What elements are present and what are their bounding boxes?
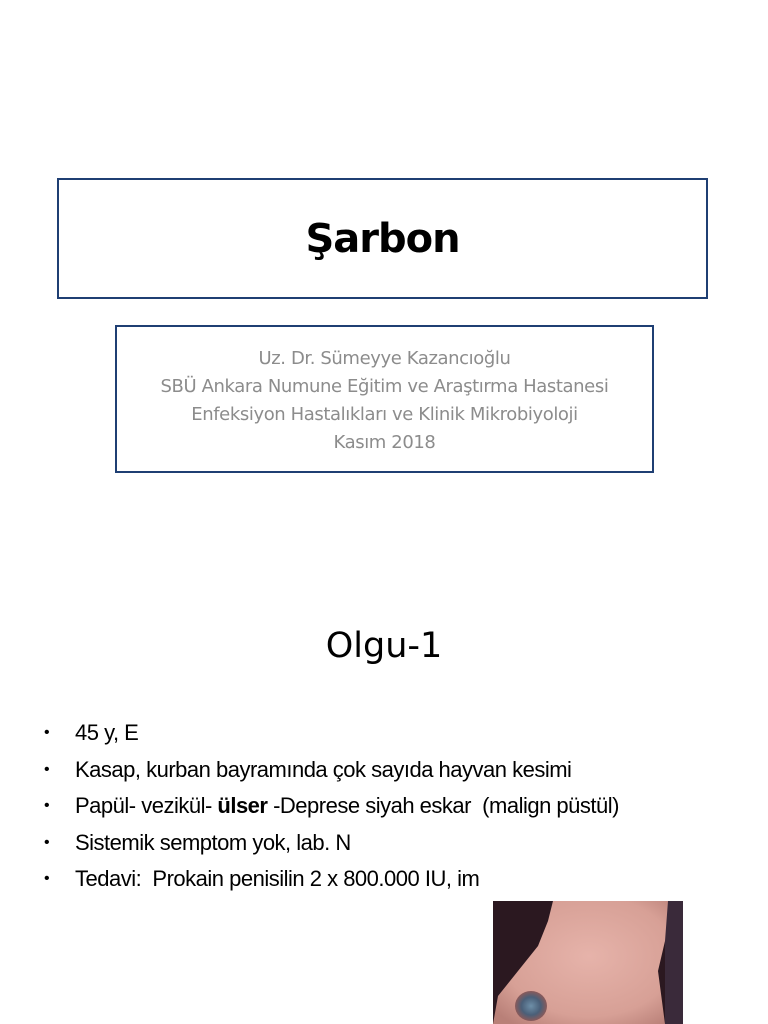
list-item — [44, 788, 619, 825]
bullet-text: Sistemik semptom yok, lab. N — [75, 829, 351, 855]
list-item — [44, 752, 619, 789]
list-item — [44, 715, 619, 752]
bullet-text — [75, 793, 619, 819]
bullet-text: Tedavi: Prokain penisilin 2 x 800.000 IU, im — [75, 866, 480, 892]
department: Enfeksiyon Hastalıkları ve Klinik Mikrobiyoloji — [191, 404, 578, 425]
list-item — [44, 861, 619, 898]
title-box — [57, 178, 708, 299]
bullet-icon: • — [44, 833, 50, 851]
institution: SBÜ Ankara Numune Eğitim ve Araştırma Hastanesi — [160, 376, 609, 397]
date: Kasım 2018 — [333, 432, 436, 453]
bullet-icon: • — [44, 797, 50, 815]
case-bullet-list — [44, 715, 619, 898]
bullet-text-pre: Papül- vezikül- — [75, 793, 218, 819]
case-title: Olgu-1 — [325, 626, 443, 666]
bullet-icon: • — [44, 870, 50, 888]
bullet-icon: • — [44, 760, 50, 778]
bullet-text: 45 y, E — [75, 720, 139, 746]
bullet-icon: • — [44, 724, 50, 742]
bullet-text: Kasap, kurban bayramında çok sayıda hayvan kesimi — [75, 756, 572, 782]
author-name: Uz. Dr. Sümeyye Kazancıoğlu — [258, 348, 511, 369]
lesion-photo — [493, 901, 683, 1024]
slide-title: Şarbon — [305, 215, 460, 262]
bullet-text-bold: ülser — [217, 793, 268, 819]
subtitle-box — [115, 325, 654, 473]
list-item — [44, 825, 619, 862]
lesion-photo-image — [493, 901, 683, 1024]
bullet-text-post: -Deprese siyah eskar (malign püstül) — [267, 793, 619, 819]
